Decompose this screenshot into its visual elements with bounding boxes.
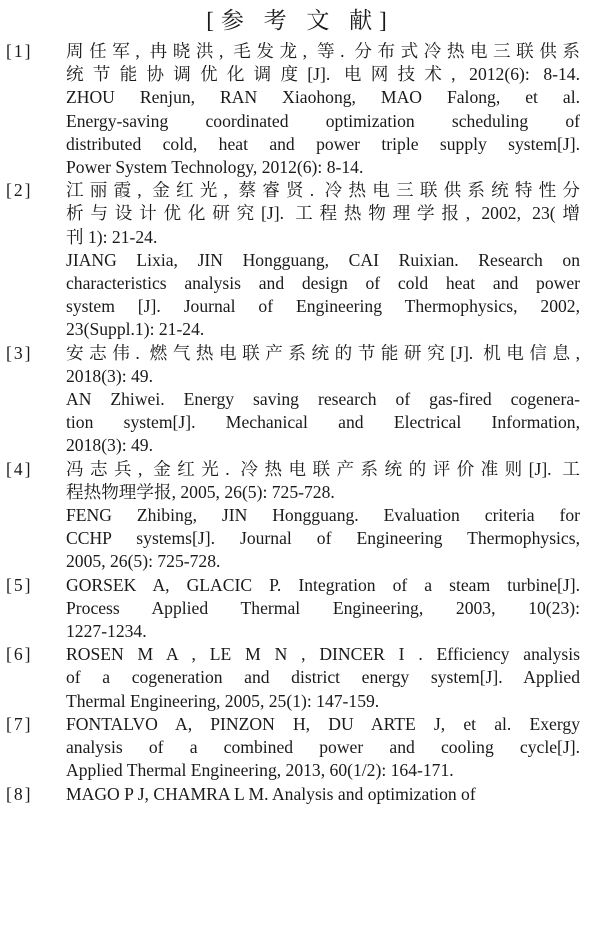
- reference-line: ROSEN M A , LE M N , DINCER I . Efficiency analysis: [66, 644, 580, 665]
- reference-line: 析与设计优化研究[J]. 工程热物理学报, 2002, 23(增: [66, 203, 580, 224]
- reference-line: 2018(3): 49.: [66, 365, 153, 386]
- reference-line: Energy-saving coordinated optimization scheduling of: [66, 110, 580, 131]
- reference-line: system [J]. Journal of Engineering Thermophysics, 2002,: [66, 296, 580, 317]
- reference-number: [2]: [6, 180, 33, 201]
- reference-line: 冯志兵, 金红光. 冷热电联产系统的评价准则[J]. 工: [66, 458, 580, 479]
- reference-line: 2005, 26(5): 725-728.: [66, 551, 221, 572]
- reference-line: 周任军, 冉晓洪, 毛发龙, 等. 分布式冷热电三联供系: [66, 41, 580, 61]
- reference-line: CCHP systems[J]. Journal of Engineering Thermophysics,: [66, 528, 580, 549]
- reference-number: [1]: [6, 41, 33, 61]
- reference-line: 23(Suppl.1): 21-24.: [66, 319, 205, 340]
- reference-item: [0, 574, 600, 644]
- reference-number: [5]: [6, 574, 33, 595]
- reference-number: [8]: [6, 783, 33, 804]
- reference-line: ZHOU Renjun, RAN Xiaohong, MAO Falong, et al.: [66, 87, 580, 108]
- reference-line: distributed cold, heat and power triple supply system[J].: [66, 133, 580, 154]
- reference-number: [3]: [6, 342, 33, 363]
- reference-number: [4]: [6, 458, 33, 479]
- reference-line: 程热物理学报, 2005, 26(5): 725-728.: [66, 481, 335, 502]
- reference-list: [0, 40, 600, 806]
- reference-line: Power System Technology, 2012(6): 8-14.: [66, 157, 364, 178]
- reference-item: [0, 342, 600, 458]
- reference-line: AN Zhiwei. Energy saving research of gas-fired cogenera-: [66, 389, 580, 410]
- reference-line: MAGO P J, CHAMRA L M. Analysis and optimization of: [66, 783, 476, 804]
- reference-line: 安志伟. 燃气热电联产系统的节能研究[J]. 机电信息,: [66, 342, 580, 363]
- reference-line: Process Applied Thermal Engineering, 2003, 10(23):: [66, 597, 580, 618]
- reference-line: Thermal Engineering, 2005, 25(1): 147-159.: [66, 690, 380, 711]
- reference-item: [0, 179, 600, 341]
- reference-line: FONTALVO A, PINZON H, DU ARTE J, et al. Exergy: [66, 713, 580, 734]
- reference-number: [7]: [6, 713, 33, 734]
- reference-line: tion system[J]. Mechanical and Electrical Information,: [66, 412, 580, 433]
- reference-line: 刊 1): 21-24.: [66, 226, 158, 247]
- reference-line: JIANG Lixia, JIN Hongguang, CAI Ruixian. Research on: [66, 249, 580, 270]
- reference-line: analysis of a combined power and cooling cycle[J].: [66, 737, 580, 758]
- reference-line: 统节能协调优化调度[J]. 电网技术, 2012(6): 8-14.: [66, 64, 580, 85]
- reference-line: GORSEK A, GLACIC P. Integration of a steam turbine[J].: [66, 574, 580, 595]
- references-heading: [参 考 文 献]: [206, 8, 394, 33]
- reference-line: 2018(3): 49.: [66, 435, 153, 456]
- reference-number: [6]: [6, 644, 33, 665]
- reference-line: 1227-1234.: [66, 621, 147, 642]
- reference-item: [0, 40, 600, 179]
- reference-item: [0, 713, 600, 783]
- reference-line: FENG Zhibing, JIN Hongguang. Evaluation criteria for: [66, 505, 580, 526]
- reference-item: [0, 643, 600, 713]
- reference-item: [0, 458, 600, 574]
- reference-item: [0, 783, 600, 806]
- reference-line: characteristics analysis and design of cold heat and power: [66, 273, 580, 294]
- reference-line: 江丽霞, 金红光, 蔡睿贤. 冷热电三联供系统特性分: [66, 180, 580, 201]
- reference-line: Applied Thermal Engineering, 2013, 60(1/2): 164-171.: [66, 760, 454, 781]
- reference-line: of a cogeneration and district energy system[J]. Applied: [66, 667, 580, 688]
